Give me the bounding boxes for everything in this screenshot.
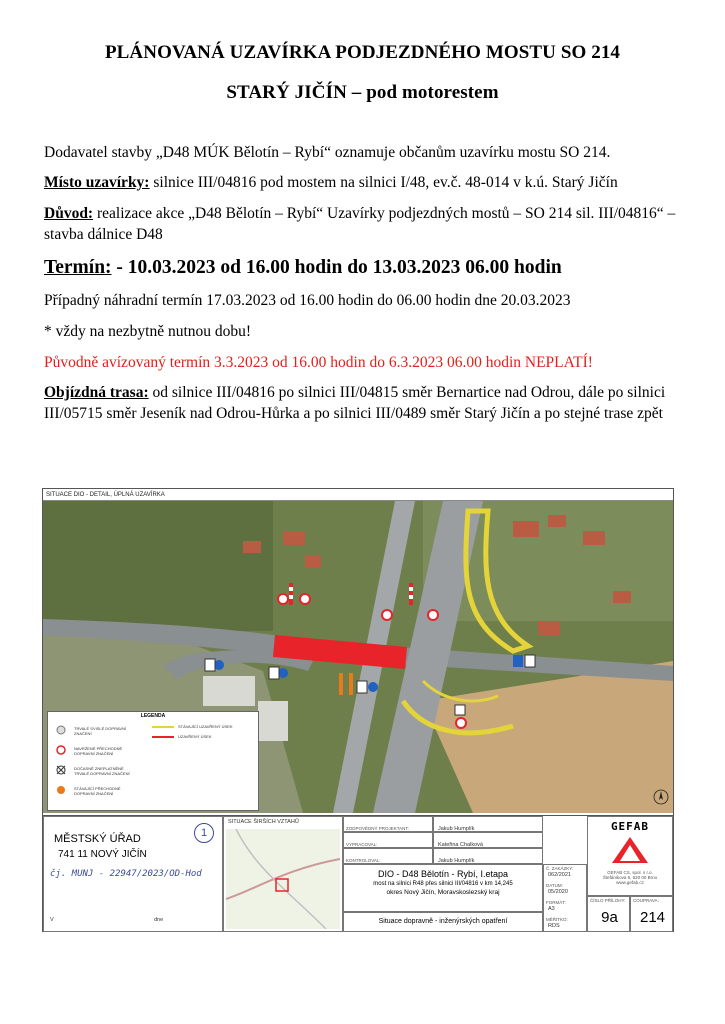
page-title: PLÁNOVANÁ UZAVÍRKA PODJEZDNÉHO MOSTU SO 214 xyxy=(104,42,621,63)
woodland-area xyxy=(43,501,273,631)
meta-value-order: 062/2021 xyxy=(548,872,571,878)
stamp-number: 1 xyxy=(194,823,214,843)
page-subtitle: STARÝ JIČÍN – pod motorestem xyxy=(226,82,499,103)
signature-date-label: dne xyxy=(154,917,164,923)
detour-label: Objízdná trasa: xyxy=(44,384,149,401)
reason-paragraph xyxy=(44,203,704,245)
project-region: okres Nový Jičín, Moravskoslezský kraj xyxy=(386,889,500,896)
meta-value-scale: RDS xyxy=(548,923,560,929)
company-emblem-icon xyxy=(610,835,650,865)
company-name-line: GEFAB CS, spol. s r.o. xyxy=(607,870,653,875)
name-checker: Jakub Humplík xyxy=(438,858,475,864)
sheet-number: 214 xyxy=(639,909,666,926)
term-label: Termín: xyxy=(44,257,112,278)
reason-text: realizace akce „D48 Bělotín – Rybí“ Uzavírky podjezdných mostů – SO 214 sil. III/04816“ – stavba dálnice D48 xyxy=(44,205,676,243)
legend-item-invalidated: DOČASNĚ ZNEPLATNĚNÉ TRVALÉ DOPRAVNÍ ZNAČENÍ xyxy=(74,766,130,776)
attachment-number-box xyxy=(587,896,630,932)
meta-label-order: Č. ZAKÁZKY: xyxy=(546,866,574,871)
inset-map xyxy=(223,816,343,932)
project-name: DIO - D48 Bělotín - Rybí, I.etapa xyxy=(377,869,509,879)
legend-item-existing-temporary: STÁVAJÍCÍ PŘECHODNÉ DOPRAVNÍ ZNAČENÍ xyxy=(74,786,121,796)
drawing-title: Situace dopravně - inženýrských opatření xyxy=(343,912,543,932)
inset-title: SITUACE ŠIRŠÍCH VZTAHŮ xyxy=(228,819,299,825)
legend-symbols xyxy=(54,724,68,804)
inset-map-graphic xyxy=(226,829,340,929)
name-author: Kateřina Chalková xyxy=(438,842,483,848)
meta-label-format: FORMÁT: xyxy=(546,900,566,905)
attachment-number: 9a xyxy=(601,909,618,926)
term-text: - 10.03.2023 od 16.00 hodin do 13.03.2023 06.00 hodin xyxy=(111,257,562,278)
office-address: 741 11 NOVÝ JIČÍN xyxy=(58,849,147,860)
legend-item-proposed: NAVRŽENÉ PŘECHODNÉ DOPRAVNÍ ZNAČENÍ xyxy=(74,746,123,756)
company-logo-box xyxy=(587,816,673,896)
term-paragraph xyxy=(44,257,704,278)
location-paragraph xyxy=(44,172,704,193)
company-address-line: Štefánikova 5, 620 00 Brno xyxy=(602,875,658,880)
legend-title: LEGENDA xyxy=(140,713,166,719)
project-description xyxy=(343,864,543,912)
note-text: * vždy na nezbytně nutnou dobu! xyxy=(44,323,252,340)
project-location: most na silnici R48 přes silnici III/04816 v km 14,245 xyxy=(373,881,513,887)
signature-place-label: V xyxy=(50,917,54,923)
legend-existing-closure: STÁVAJÍCÍ UZAVŘENÝ ÚSEK xyxy=(178,724,233,729)
role-designer: ZODPOVĚDNÝ PROJEKTANT: xyxy=(346,826,409,831)
sheet-number-label: COUPRAVA: xyxy=(633,898,659,903)
legend-line-closed xyxy=(152,736,174,738)
location-label: Místo uzavírky: xyxy=(44,174,150,191)
alternative-term: Případný náhradní termín 17.03.2023 od 16.00 hodin do 06.00 hodin dne 20.03.2023 xyxy=(44,292,571,309)
intro-paragraph: Dodavatel stavby „D48 MÚK Bělotín – Rybí“ oznamuje občanům uzavírku mostu SO 214. xyxy=(44,144,611,161)
name-designer: Jakub Humplík xyxy=(438,826,475,832)
office-name: MĚSTSKÝ ÚŘAD xyxy=(54,833,141,845)
sheet-number-box xyxy=(630,896,673,932)
reason-label: Důvod: xyxy=(44,205,94,222)
traffic-plan-sheet xyxy=(42,488,674,932)
meta-label-date: DATUM: xyxy=(546,883,563,888)
company-logo: GEFAB xyxy=(610,820,650,833)
meta-value-date: 05/2020 xyxy=(548,889,568,895)
cancelled-term-warning: Původně avízovaný termín 3.3.2023 od 16.00 hodin do 6.3.2023 06.00 hodin NEPLATÍ! xyxy=(44,354,593,371)
legend-closed-section: UZAVŘENÝ ÚSEK xyxy=(178,734,212,739)
meta-value-format: A3 xyxy=(548,906,555,912)
company-web-line: www.gefab.cz xyxy=(616,880,644,885)
detour-paragraph xyxy=(44,382,704,424)
role-author: VYPRACOVAL: xyxy=(346,842,378,847)
legend-item-permanent: TRVALÉ SVISLÉ DOPRAVNÍ ZNAČENÍ xyxy=(74,726,127,736)
office-stamp xyxy=(43,816,223,932)
title-block xyxy=(43,815,673,932)
attachment-number-label: ČÍSLO PŘÍLOHY: xyxy=(590,898,626,903)
legend-line-existing xyxy=(152,726,174,728)
map-legend xyxy=(47,711,259,811)
handwritten-reference: čj. MUNJ - 22947/2023/OD-Hod xyxy=(50,869,202,879)
plan-sheet-title: SITUACE DIO - DETAIL, ÚPLNÁ UZAVÍRKA xyxy=(43,489,673,501)
north-arrow-icon xyxy=(653,789,669,805)
location-text: silnice III/04816 pod mostem na silnici I/48, ev.č. 48-014 v k.ú. Starý Jičín xyxy=(149,174,618,191)
role-checker: KONTROLOVAL: xyxy=(346,858,381,863)
detour-text: od silnice III/04816 po silnici III/04815 směr Bernartice nad Odrou, dále po silnici III/05715 směr Jeseník nad Odrou-Hůrka a po silnici III/0489 směr Starý Jičín a po stejné trase zpět xyxy=(44,384,666,422)
meta-column xyxy=(543,864,587,932)
meta-label-scale: MĚŘÍTKO: xyxy=(546,917,568,922)
